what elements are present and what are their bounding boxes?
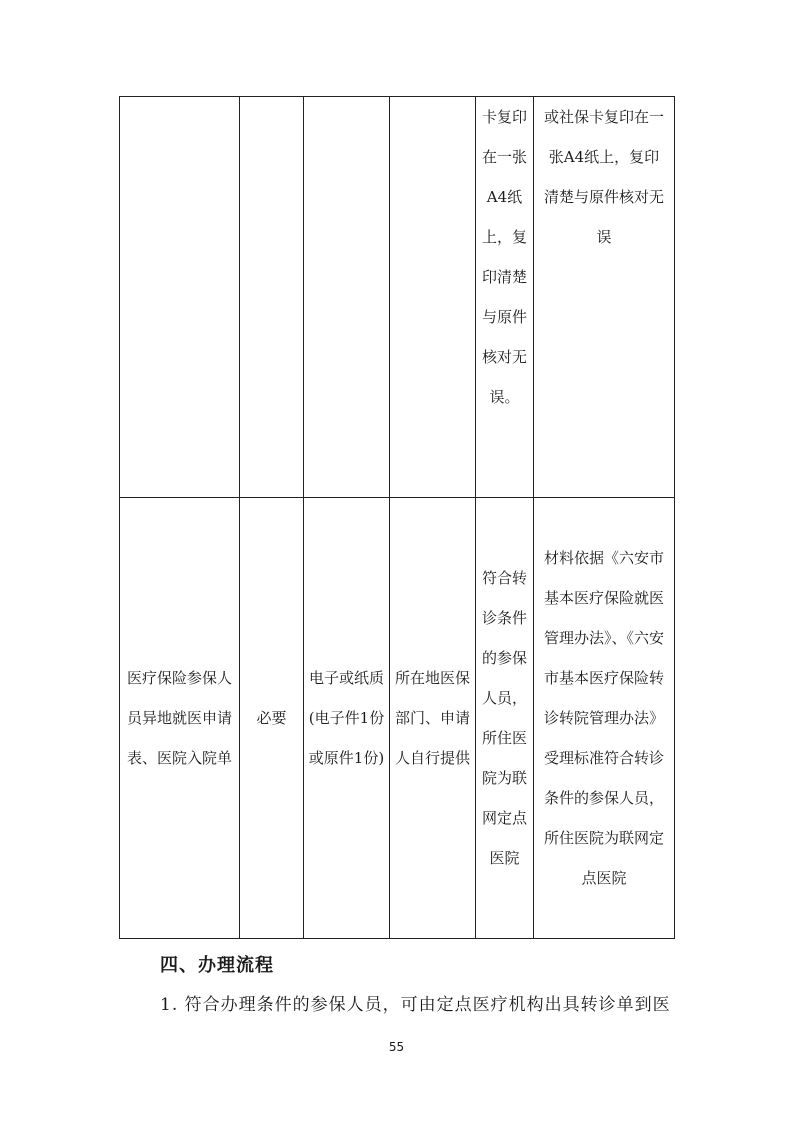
- page-number: 55: [388, 1040, 405, 1054]
- table-cell: 或社保卡复印在一张A4纸上，复印清楚与原件核对无误: [534, 97, 675, 498]
- table-row: [120, 97, 675, 498]
- table-cell: 卡复印在一张A4纸上，复印清楚与原件核对无误。: [476, 97, 534, 498]
- table-cell-format: 电子或纸质(电子件1份或原件1份): [304, 498, 390, 939]
- table-row: [120, 498, 675, 939]
- table-cell: [240, 97, 304, 498]
- table-cell-basis: 材料依据《六安市基本医疗保险就医管理办法》、《六安市基本医疗保险转诊转院管理办法》受理标准符合转诊条件的参保人员，所住医院为联网定点医院: [534, 498, 675, 939]
- table-cell-requirement: 符合转诊条件的参保人员，所住医院为联网定点医院: [476, 498, 534, 939]
- materials-table: [119, 96, 675, 939]
- table-cell: [120, 97, 240, 498]
- table-cell: [390, 97, 476, 498]
- table-cell-source: 所在地医保部门、申请人自行提供: [390, 498, 476, 939]
- table-cell-required: 必要: [240, 498, 304, 939]
- body-paragraph: 1. 符合办理条件的参保人员，可由定点医疗机构出具转诊单到医: [160, 995, 671, 1015]
- table-cell: [304, 97, 390, 498]
- table-cell-material-name: 医疗保险参保人员异地就医申请表、医院入院单: [120, 498, 240, 939]
- section-heading: 四、办理流程: [160, 955, 274, 976]
